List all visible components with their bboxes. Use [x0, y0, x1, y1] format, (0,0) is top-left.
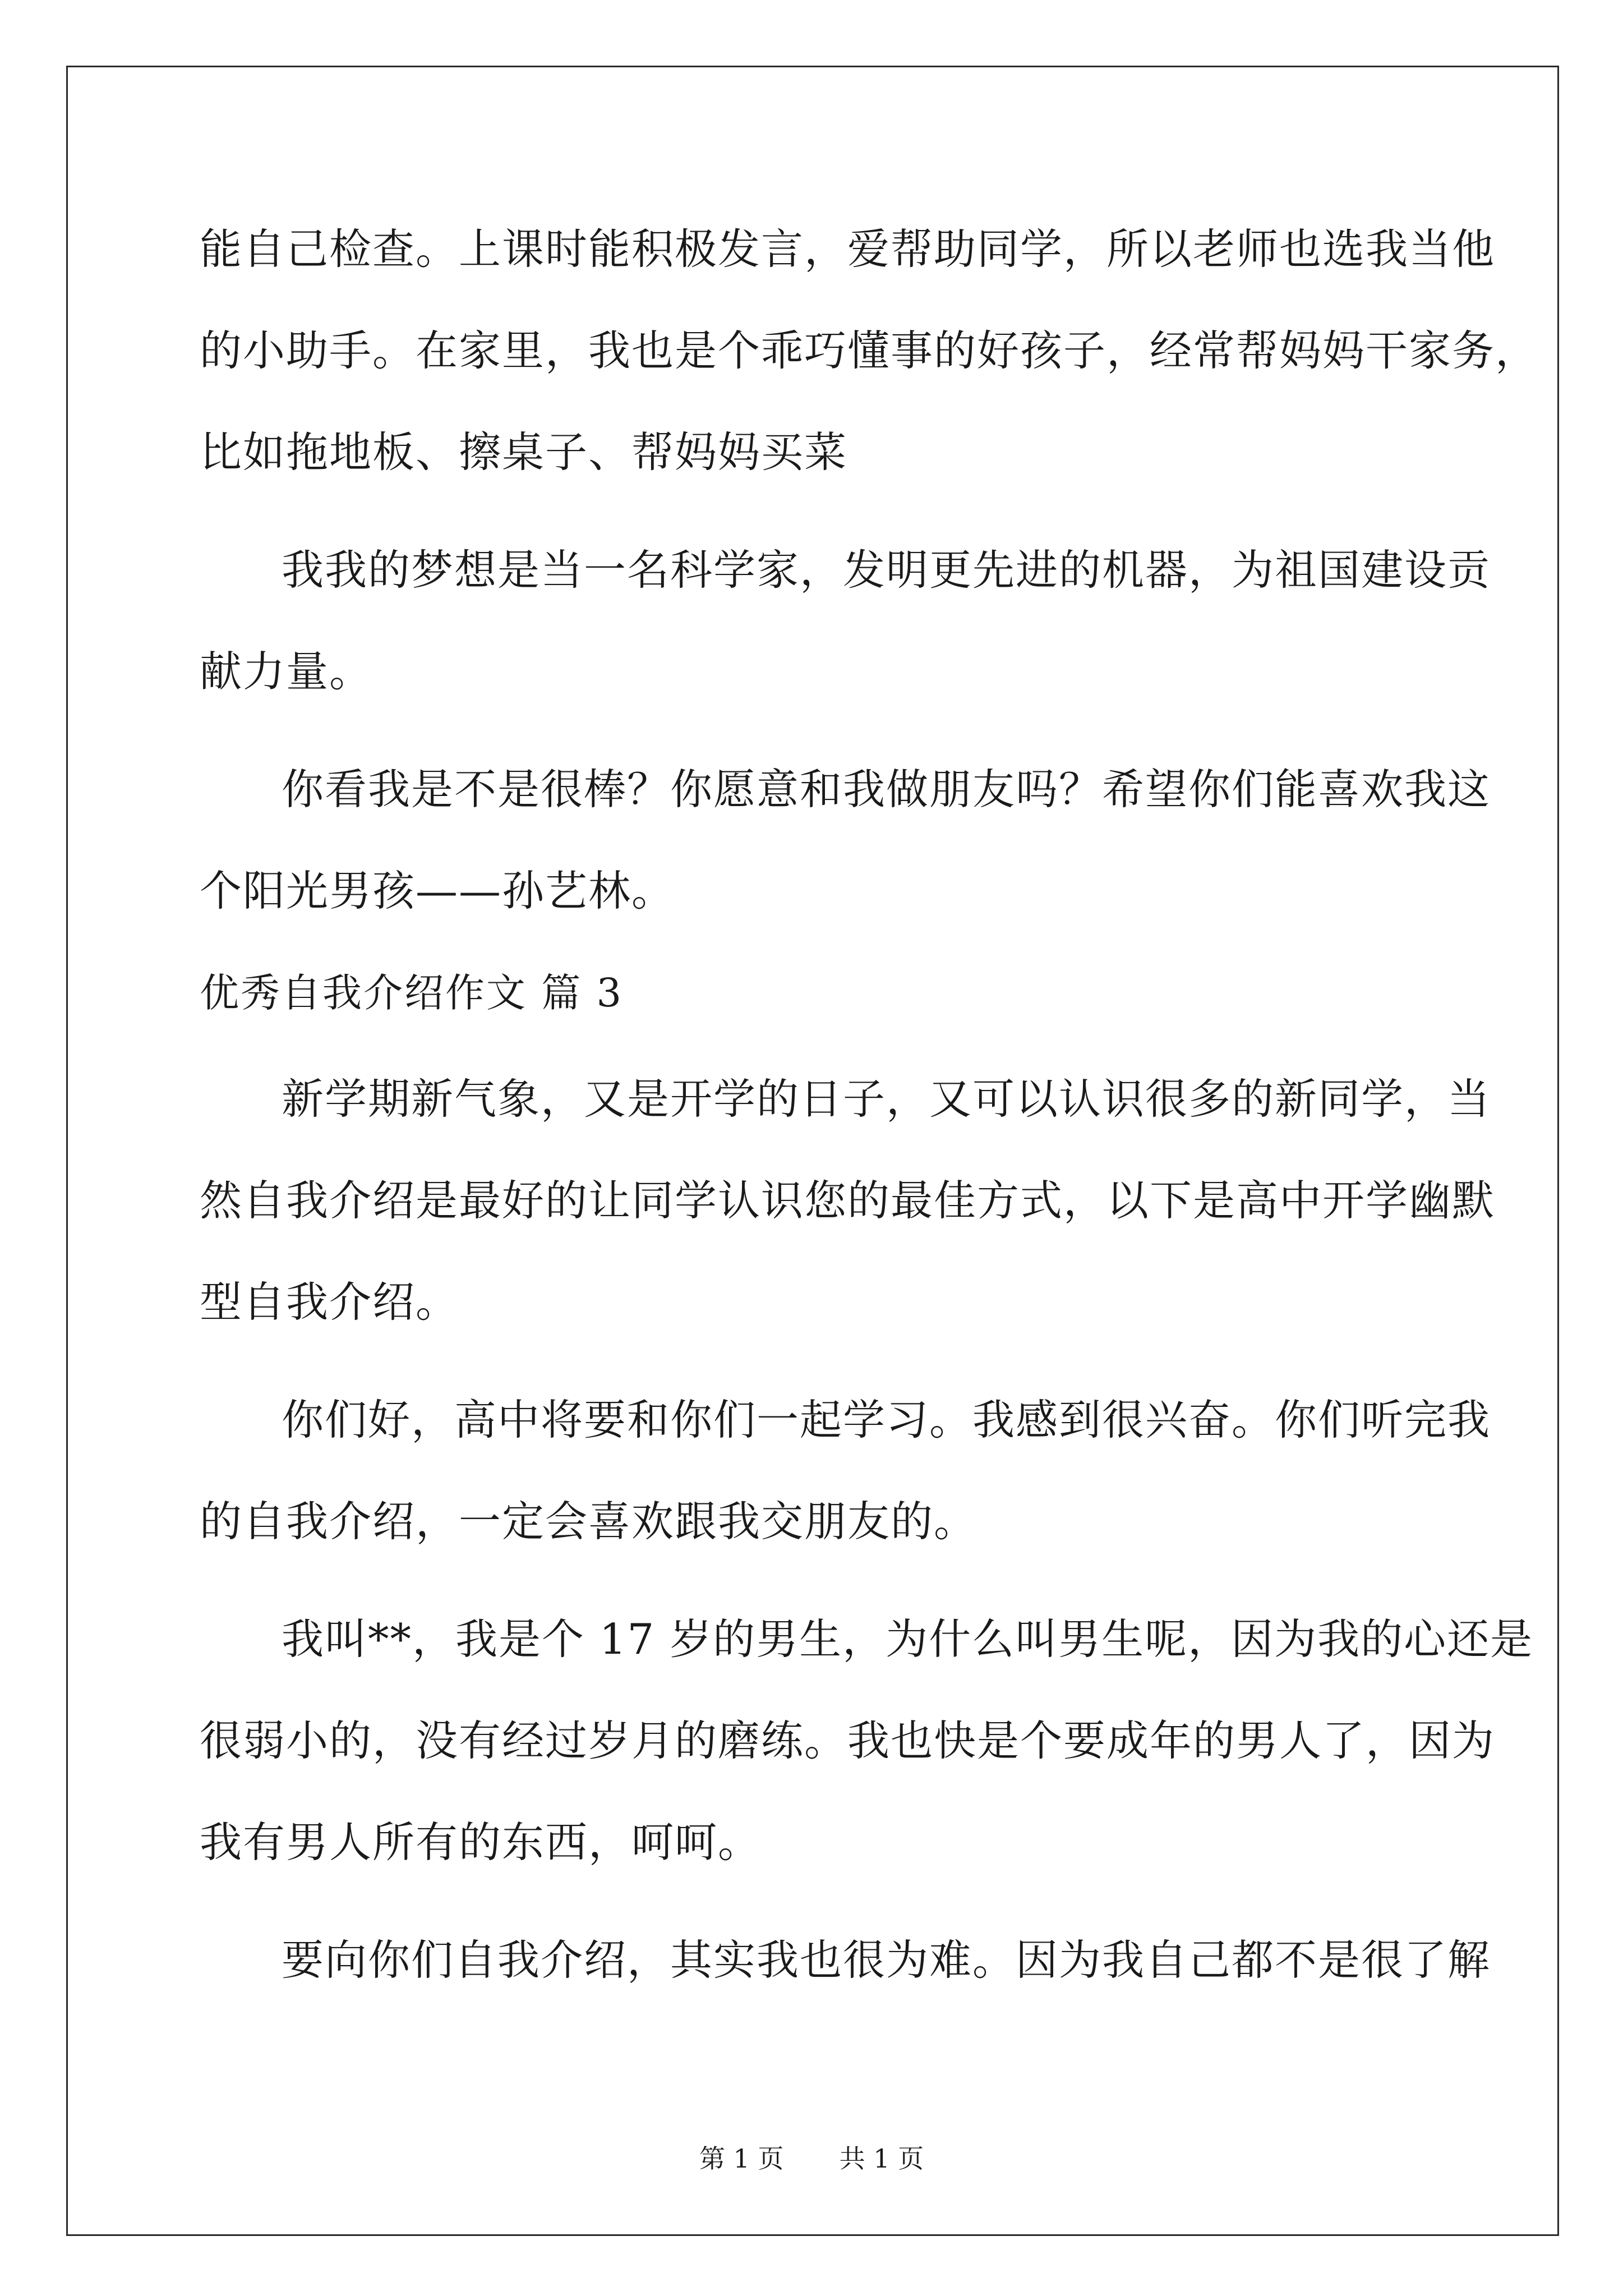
paragraph-line: 然自我介绍是最好的让同学认识您的最佳方式，以下是高中开学幽默	[200, 1176, 1496, 1225]
paragraph-line: 我有男人所有的东西，呵呵。	[200, 1818, 762, 1867]
paragraph-line: 比如拖地板、擦桌子、帮妈妈买菜	[200, 427, 848, 477]
paragraph-line: 的自我介绍，一定会喜欢跟我交朋友的。	[200, 1497, 978, 1546]
page-footer	[0, 2143, 1623, 2174]
page-border	[66, 66, 1559, 2236]
page-number: 第 1 页	[699, 2143, 784, 2174]
paragraph-line: 要向你们自我介绍，其实我也很为难。因为我自己都不是很了解	[282, 1935, 1491, 1985]
paragraph-line: 能自己检查。上课时能积极发言，爱帮助同学，所以老师也选我当他	[200, 224, 1496, 274]
section-heading: 优秀自我介绍作文 篇 3	[200, 970, 624, 1016]
paragraph-line: 你看我是不是很棒？你愿意和我做朋友吗？希望你们能喜欢我这	[282, 765, 1491, 814]
paragraph-line: 型自我介绍。	[200, 1277, 459, 1327]
paragraph-line: 我叫**，我是个 17 岁的男生，为什么叫男生呢，因为我的心还是	[282, 1614, 1534, 1664]
paragraph-line: 很弱小的，没有经过岁月的磨练。我也快是个要成年的男人了，因为	[200, 1716, 1496, 1765]
paragraph-line: 个阳光男孩——孙艺林。	[200, 866, 675, 915]
page-total: 共 1 页	[839, 2143, 924, 2174]
paragraph-line: 新学期新气象，又是开学的日子，又可以认识很多的新同学，当	[282, 1074, 1491, 1124]
paragraph-line: 的小助手。在家里，我也是个乖巧懂事的好孩子，经常帮妈妈干家务，	[200, 326, 1539, 375]
paragraph-line: 献力量。	[200, 647, 373, 696]
paragraph-line: 你们好，高中将要和你们一起学习。我感到很兴奋。你们听完我	[282, 1395, 1491, 1444]
paragraph-line: 我我的梦想是当一名科学家，发明更先进的机器，为祖国建设贡	[282, 545, 1491, 595]
